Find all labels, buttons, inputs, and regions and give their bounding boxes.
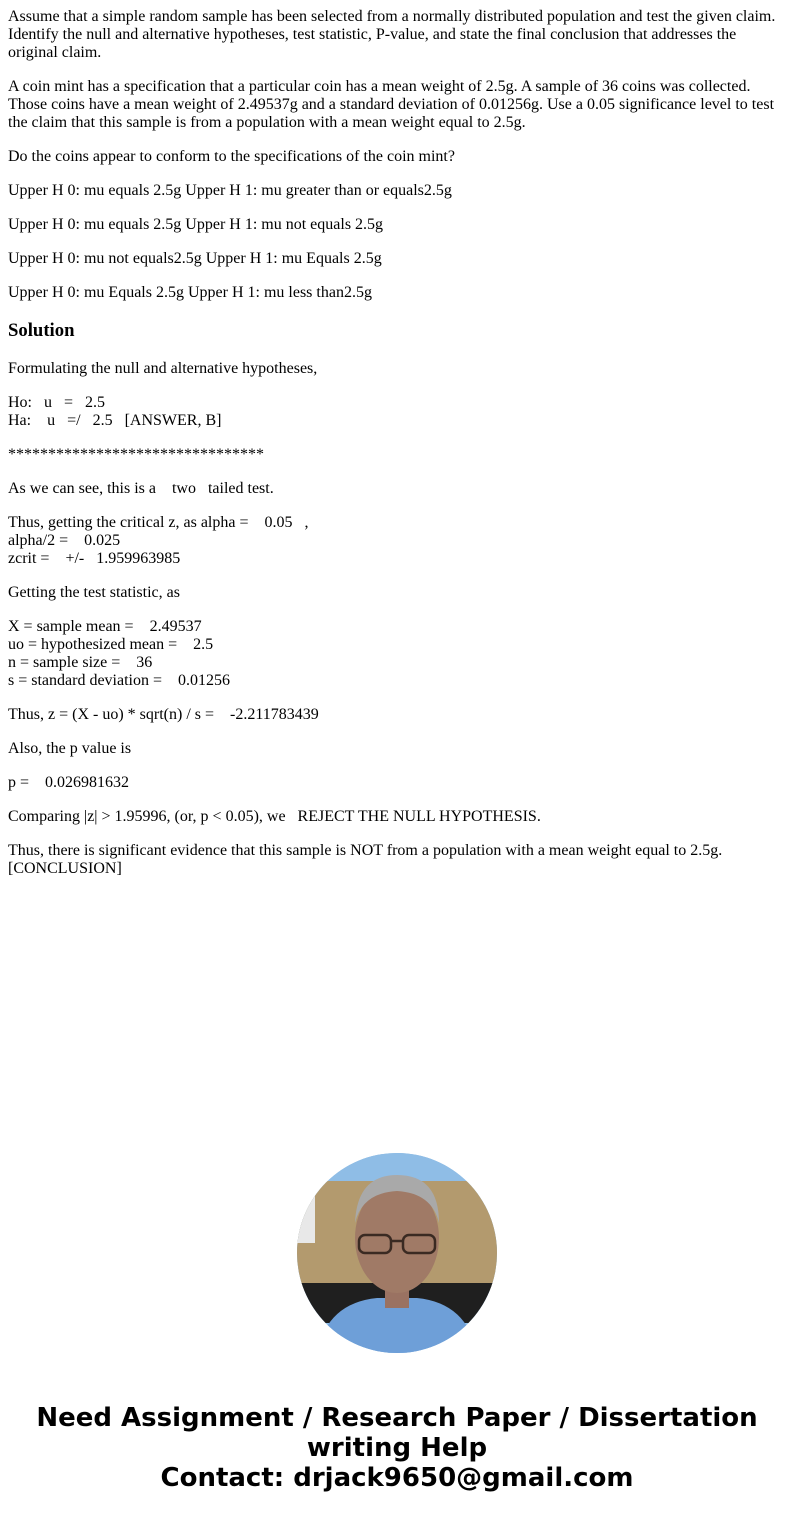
- question-problem: A coin mint has a specification that a particular coin has a mean weight of 2.5g. A sample of 36 coins was collected. Those coins have a mean weight of 2.49537g and a standard deviation of 0.01256g. Use a 0.05 significance level to test the claim that this sample is from a population with a mean weight equal to 2.5g.: [8, 78, 775, 131]
- option-b: Upper H 0: mu equals 2.5g Upper H 1: mu not equals 2.5g: [8, 216, 384, 233]
- alt-hypothesis: Ha: u =/ 2.5 [ANSWER, B]: [8, 412, 222, 429]
- conclusion: Thus, there is significant evidence that this sample is NOT from a population with a mean weight equal to 2.5g. [CONCLUSION]: [8, 842, 723, 877]
- p-value: p = 0.026981632: [8, 774, 130, 791]
- std-dev-line: s = standard deviation = 0.01256: [8, 672, 231, 689]
- getting-stat-text: Getting the test statistic, as: [8, 584, 180, 601]
- hypothesized-mean-line: uo = hypothesized mean = 2.5: [8, 636, 214, 653]
- question-prompt: Do the coins appear to conform to the specifications of the coin mint?: [8, 148, 455, 165]
- critical-values: [8, 514, 786, 568]
- footer-banner: [0, 1403, 794, 1493]
- option-d: Upper H 0: mu Equals 2.5g Upper H 1: mu less than2.5g: [8, 284, 372, 301]
- option-c: Upper H 0: mu not equals2.5g Upper H 1: mu Equals 2.5g: [8, 250, 382, 267]
- alpha-half-line: alpha/2 = 0.025: [8, 532, 121, 549]
- solution-heading: Solution: [8, 320, 75, 341]
- alpha-line: Thus, getting the critical z, as alpha = 0.05 ,: [8, 514, 309, 531]
- author-photo: [297, 1153, 497, 1353]
- separator: ********************************: [8, 446, 264, 463]
- footer-contact: Contact: drjack9650@gmail.com: [160, 1463, 634, 1493]
- comparison: Comparing |z| > 1.95996, (or, p < 0.05), we REJECT THE NULL HYPOTHESIS.: [8, 808, 541, 825]
- option-a: Upper H 0: mu equals 2.5g Upper H 1: mu greater than or equals2.5g: [8, 182, 452, 199]
- zcrit-line: zcrit = +/- 1.959963985: [8, 550, 181, 567]
- footer-help-text: Need Assignment / Research Paper / Dissertation writing Help: [36, 1403, 758, 1463]
- formulating-text: Formulating the null and alternative hypotheses,: [8, 360, 318, 377]
- two-tailed-text: As we can see, this is a two tailed test.: [8, 480, 274, 497]
- hypotheses: [8, 394, 786, 430]
- null-hypothesis: Ho: u = 2.5: [8, 394, 106, 411]
- sample-size-line: n = sample size = 36: [8, 654, 153, 671]
- sample-mean-line: X = sample mean = 2.49537: [8, 618, 202, 635]
- question-intro: Assume that a simple random sample has been selected from a normally distributed population and test the given claim. Identify the null and alternative hypotheses, test statistic, P-value, and state the final conclusion that addresses the original claim.: [8, 8, 776, 61]
- z-statistic: Thus, z = (X - uo) * sqrt(n) / s = -2.211783439: [8, 706, 319, 723]
- p-value-intro: Also, the p value is: [8, 740, 132, 757]
- given-values: [8, 618, 786, 690]
